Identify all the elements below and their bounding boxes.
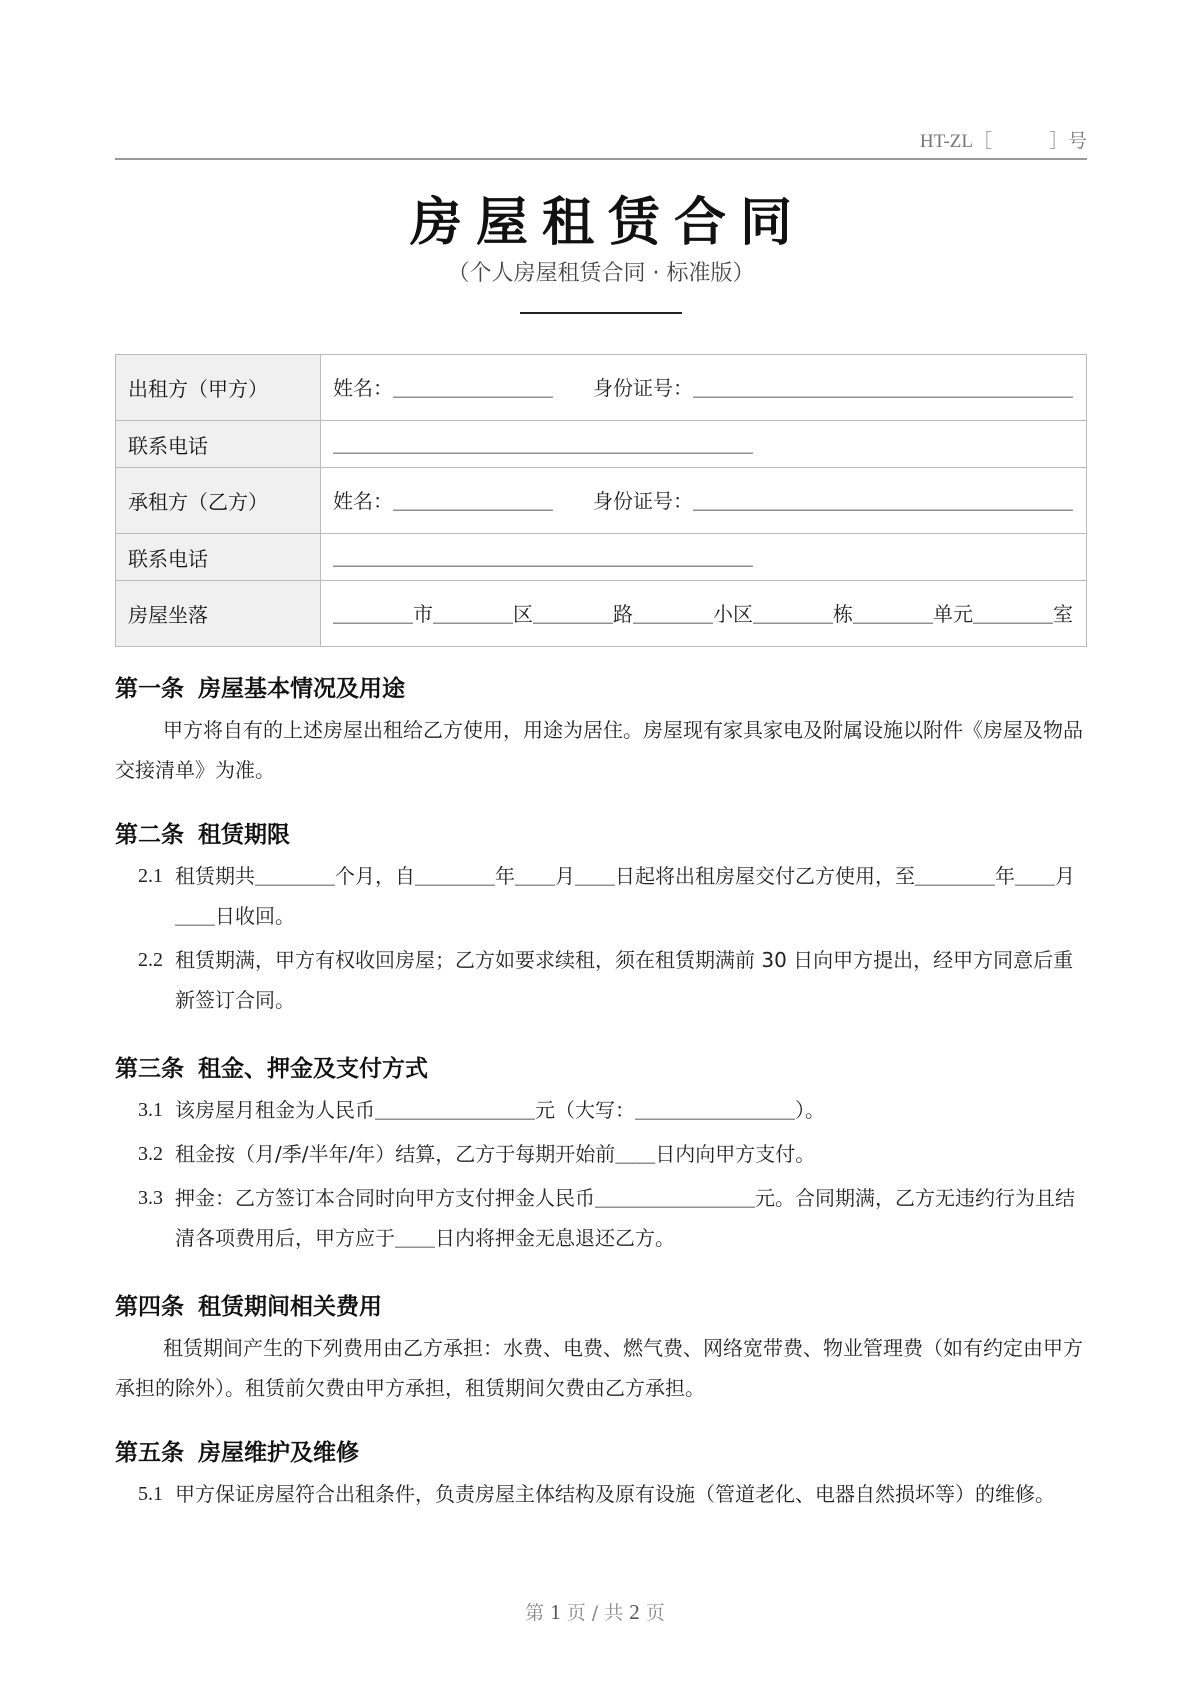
clause-number: 5.1 [138, 1483, 163, 1505]
parties-table [115, 354, 1087, 647]
section-heading: 第二条 租赁期限 [115, 822, 290, 848]
total-page-number: 2 [629, 1600, 640, 1624]
clause-text: 押金：乙方签订本合同时向甲方支付押金人民币＿＿＿＿＿＿＿＿元。合同期满，乙方无违约行为且结清各项费用后，甲方应于＿＿日内将押金无息退还乙方。 [175, 1186, 1075, 1250]
table-row [116, 421, 1087, 468]
table-row [116, 534, 1087, 581]
address-field[interactable]: ＿＿＿＿市＿＿＿＿区＿＿＿＿路＿＿＿＿小区＿＿＿＿栋＿＿＿＿单元＿＿＿＿室 [321, 581, 1087, 647]
table-row [116, 581, 1087, 647]
lessee-label: 承租方（乙方） [116, 468, 321, 534]
page-footer [0, 1598, 1190, 1625]
lessor-label: 出租方（甲方） [116, 355, 321, 421]
lessee-name-field[interactable]: 姓名：＿＿＿＿＿＿＿＿ [333, 488, 553, 513]
list-item [115, 940, 1087, 1020]
clause-number: 3.2 [138, 1143, 163, 1165]
clause-number: 2.1 [138, 865, 163, 887]
section-2 [115, 818, 1087, 1020]
header-divider [115, 158, 1087, 160]
clause-text: 甲方保证房屋符合出租条件，负责房屋主体结构及原有设施（管道老化、电器自然损坏等）的维修。 [175, 1482, 1055, 1506]
section-paragraph: 甲方将自有的上述房屋出租给乙方使用，用途为居住。房屋现有家具家电及附属设施以附件《房屋及物品交接清单》为准。 [115, 718, 1083, 782]
section-paragraph: 租赁期间产生的下列费用由乙方承担：水费、电费、燃气费、网络宽带费、物业管理费（如有约定由甲方承担的除外）。租赁前欠费由甲方承担，租赁期间欠费由乙方承担。 [115, 1336, 1083, 1400]
list-item [115, 1090, 1087, 1130]
lessor-phone-label: 联系电话 [116, 421, 321, 468]
footer-prefix: 第 [525, 1602, 545, 1624]
list-item [115, 1474, 1087, 1514]
page-subtitle: （个人房屋租赁合同 · 标准版） [447, 261, 755, 286]
clause-number: 3.1 [138, 1099, 163, 1121]
section-1 [115, 672, 1087, 790]
lessor-info [321, 355, 1087, 421]
clause-number: 3.3 [138, 1187, 163, 1209]
lessee-phone-field[interactable]: ＿＿＿＿＿＿＿＿＿＿＿＿＿＿＿＿＿＿＿＿＿ [321, 534, 1087, 581]
lessee-phone-label: 联系电话 [116, 534, 321, 581]
lessor-name-field[interactable]: 姓名：＿＿＿＿＿＿＿＿ [333, 375, 553, 400]
page-title: 房屋租赁合同 [409, 193, 806, 253]
address-label: 房屋坐落 [116, 581, 321, 647]
list-item [115, 1134, 1087, 1174]
lessee-info [321, 468, 1087, 534]
lessor-id-field[interactable]: 身份证号：＿＿＿＿＿＿＿＿＿＿＿＿＿＿＿＿＿＿＿ [593, 375, 1073, 400]
clause-text: 租赁期满，甲方有权收回房屋；乙方如要求续租，须在租赁期满前 30 日向甲方提出，经甲方同意后重新签订合同。 [175, 948, 1074, 1012]
section-heading: 第三条 租金、押金及支付方式 [115, 1056, 428, 1082]
clause-text: 租金按（月/季/半年/年）结算，乙方于每期开始前＿＿日内向甲方支付。 [175, 1142, 816, 1166]
clause-number: 2.2 [138, 949, 163, 971]
list-item [115, 856, 1087, 936]
section-heading: 第五条 房屋维护及维修 [115, 1440, 359, 1466]
section-5 [115, 1436, 1087, 1514]
lessee-id-field[interactable]: 身份证号：＿＿＿＿＿＿＿＿＿＿＿＿＿＿＿＿＿＿＿ [593, 488, 1073, 513]
table-row [116, 468, 1087, 534]
section-3 [115, 1052, 1087, 1258]
section-4 [115, 1290, 1087, 1408]
clause-text: 该房屋月租金为人民币＿＿＿＿＿＿＿＿元（大写：＿＿＿＿＿＿＿＿）。 [175, 1098, 825, 1122]
footer-middle: 页 / 共 [566, 1602, 624, 1624]
current-page-number: 1 [550, 1600, 561, 1624]
list-item [115, 1178, 1087, 1258]
title-underline [520, 312, 682, 314]
lessor-phone-field[interactable]: ＿＿＿＿＿＿＿＿＿＿＿＿＿＿＿＿＿＿＿＿＿ [321, 421, 1087, 468]
table-row [116, 355, 1087, 421]
clause-text: 租赁期共＿＿＿＿个月，自＿＿＿＿年＿＿月＿＿日起将出租房屋交付乙方使用，至＿＿＿＿年＿＿月＿＿日收回。 [175, 864, 1075, 928]
section-heading: 第四条 租赁期间相关费用 [115, 1294, 382, 1320]
document-number: HT-ZL［ ］号 [919, 131, 1087, 152]
footer-suffix: 页 [645, 1602, 665, 1624]
section-heading: 第一条 房屋基本情况及用途 [115, 676, 405, 702]
